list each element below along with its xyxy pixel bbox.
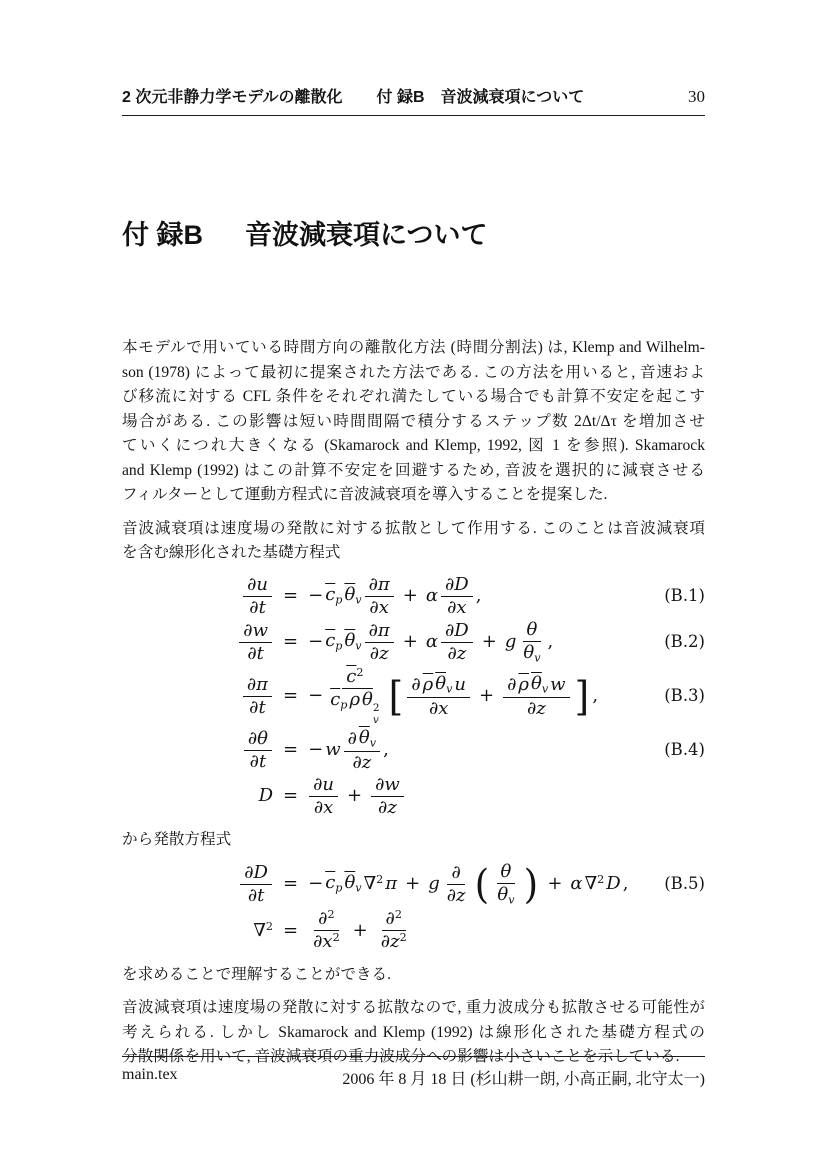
equals-sign: =: [283, 873, 299, 895]
equation-number: (B.1): [664, 585, 705, 605]
equation-rhs: − $\overline{c}_p$ $\overline{\theta}_v$ $\frac{\partial\pi}{\partial z}$ + α $\frac{\partial D}{\partial z}$ + g $\frac{\theta}{\overline{\theta}_v}$ ,: [308, 618, 554, 665]
paragraph-line: 考えられる. しかし Skamarock and Klemp (1992) は線形化された基礎方程式の: [122, 1023, 705, 1041]
equals-sign: =: [283, 739, 299, 761]
paragraph-intro: [122, 336, 705, 508]
equals-sign: =: [283, 785, 299, 807]
header-section-title: 2 次元非静力学モデルの離散化: [122, 89, 343, 106]
equals-sign: =: [283, 685, 299, 707]
paragraph-line: 本モデルで用いている時間方向の離散化方法 (時間分割法) は, Klemp and Wilhelm-: [122, 339, 705, 356]
equation-b1: [122, 575, 705, 618]
page-number: 30: [688, 87, 705, 106]
equation-lhs: $\frac{\partial\pi}{\partial t}$: [122, 675, 274, 718]
footer-filename: main.tex: [122, 1066, 178, 1083]
equation-lhs: $\frac{\partial D}{\partial t}$: [122, 863, 274, 906]
equation-rhs: − $\overline{c}_p$ $\overline{\theta}_v$ $\frac{\partial\pi}{\partial x}$ + α $\frac{\partial D}{\partial x}$ ,: [308, 573, 482, 618]
equation-b3: [122, 667, 705, 726]
page-body: [122, 336, 705, 1079]
paragraph-line: ていくにつれ大きくなる (Skamarock and Klemp, 1992, 図 1 を参照). Skamarock: [122, 437, 705, 454]
paragraph-line: び移流に対する CFL 条件をそれぞれ満たしている場合でも計算不安定を起こす: [122, 388, 705, 405]
paragraph-line: を含む線形化された基礎方程式: [122, 544, 341, 561]
equation-number: (B.4): [664, 740, 705, 760]
paragraph-divergence-intro: [122, 517, 705, 566]
equation-lhs: D: [258, 785, 273, 807]
page-footer: [122, 1056, 705, 1089]
chapter-title: [122, 213, 487, 252]
equals-sign: =: [283, 919, 299, 941]
paragraph-line: 分散関係を用いて, 音波減衰項の重力波成分への影響は小さいことを示している.: [122, 1048, 680, 1066]
equation-b2: [122, 620, 705, 665]
equals-sign: =: [283, 631, 299, 653]
equation-number: (B.2): [664, 632, 705, 652]
header-appendix-title: 付 録B 音波減衰項について: [376, 89, 585, 106]
paragraph-line: son (1978) によって最初に提案された方法である. この方法を用いると, 音速およ: [122, 363, 705, 381]
equation-rhs: − $\overline{c}^2$ $\overline{c}_p$ $\overline{\rho}$ $\overline{\theta}$ 2 v [ ∂ $\overline{\rho}$ $\overline{\theta}_v$ u ∂x + ∂ $\overline{\rho}$ $\overline{\theta}_v$ w ∂z ] ,: [308, 665, 599, 726]
chapter-title-label: 付 録B: [122, 220, 203, 250]
paragraph-line: 音波減衰項は速度場の発散に対する拡散として作用する. このことは音波減衰項: [122, 519, 705, 537]
equation-number: (B.3): [664, 686, 705, 706]
equation-b4: [122, 728, 705, 773]
chapter-title-text: 音波減衰項について: [245, 220, 488, 250]
equation-number: (B.5): [664, 874, 705, 894]
paragraph-line: フィルターとして運動方程式に音波減衰項を導入することを提案した.: [122, 486, 608, 503]
equation-rhs: $\frac{\partial u}{\partial x}$ + $\frac{\partial w}{\partial z}$: [307, 775, 406, 818]
equation-lhs: $\frac{\partial w}{\partial t}$: [122, 621, 274, 664]
paragraph-understanding: を求めることで理解することができる.: [122, 965, 391, 983]
equation-rhs: − $\overline{c}_p$ $\overline{\theta}_v$ ∇$^2$ π + g $\frac{\partial}{\partial z}$ ( $\frac{\theta}{\overline{\theta}_v}$ ) + α ∇$^2$ D ,: [308, 859, 629, 908]
equation-block-basic: [122, 575, 705, 819]
equation-b5: [122, 859, 705, 908]
equation-lhs: $\frac{\partial u}{\partial t}$: [122, 575, 274, 618]
equation-rhs: $\frac{\partial^2}{\partial x^2}$ + $\frac{\partial^2}{\partial z^2}$: [313, 907, 407, 953]
equation-lhs: ∇$^2$: [253, 919, 273, 941]
footer-date-authors: 2006 年 8 月 18 日 (杉山耕一朗, 小高正嗣, 北守太一): [342, 1071, 705, 1088]
paragraph-line: and Klemp (1992) はこの計算不安定を回避するため, 音波を選択的に減衰させる: [122, 461, 705, 479]
paragraph-from-divergence: から発散方程式: [122, 831, 232, 849]
equation-laplacian-definition: [122, 909, 705, 953]
equation-rhs: − w ∂ $\overline{\theta}_v$ ∂z ,: [308, 726, 389, 773]
equation-block-divergence: [122, 859, 705, 953]
running-header: [122, 84, 705, 116]
equation-lhs: $\frac{\partial\theta}{\partial t}$: [122, 729, 274, 772]
equals-sign: =: [283, 585, 299, 607]
equation-divergence-definition: [122, 775, 705, 818]
paragraph-line: 音波減衰項は速度場の発散に対する拡散なので, 重力波成分も拡散させる可能性が: [122, 999, 705, 1017]
paragraph-line: 場合がある. この影響は短い時間間隔で積分するステップ数 2Δt/Δτ を増加させ: [122, 412, 705, 430]
